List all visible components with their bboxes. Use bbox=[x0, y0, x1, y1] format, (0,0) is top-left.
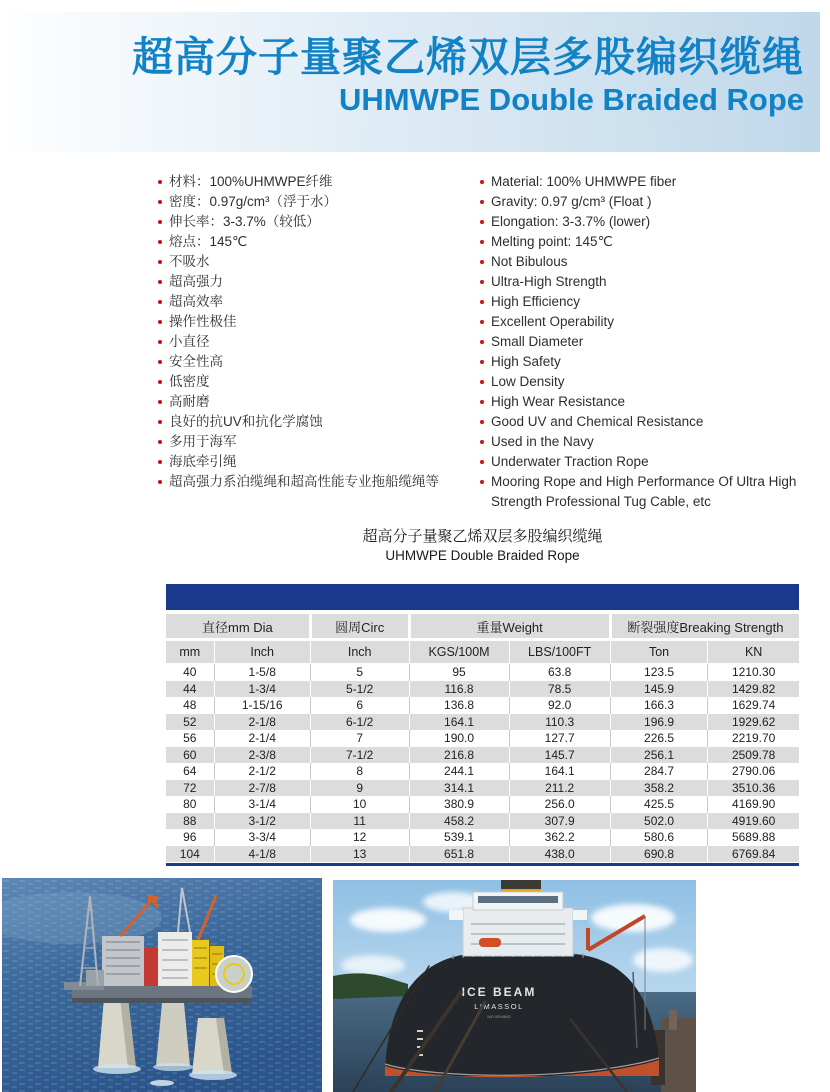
table-cell: 95 bbox=[409, 664, 509, 681]
table-cell: 438.0 bbox=[509, 846, 610, 863]
table-cell: 8 bbox=[310, 763, 409, 780]
header-banner bbox=[10, 12, 820, 152]
table-cell: 2-3/8 bbox=[214, 747, 310, 764]
table-column-header: Ton bbox=[610, 640, 707, 664]
table-cell: 307.9 bbox=[509, 813, 610, 830]
ship-port-text: LIMASSOL bbox=[474, 1002, 524, 1011]
feature-item-en: Not Bibulous bbox=[480, 252, 826, 272]
ship-stern-illustration bbox=[333, 880, 696, 1092]
table-column-header: Inch bbox=[214, 640, 310, 664]
table-cell: 196.9 bbox=[610, 714, 707, 731]
table-cell: 6769.84 bbox=[708, 846, 799, 863]
table-cell: 1-5/8 bbox=[214, 664, 310, 681]
feature-item-en: Gravity: 0.97 g/cm³ (Float ) bbox=[480, 192, 826, 212]
feature-item-zh: 伸长率：3-3.7%（较低） bbox=[158, 212, 480, 232]
feature-item-en: Melting point: 145℃ bbox=[480, 232, 826, 252]
feature-item-en: High Efficiency bbox=[480, 292, 826, 312]
table-caption-en: UHMWPE Double Braided Rope bbox=[385, 548, 580, 563]
table-cell: 226.5 bbox=[610, 730, 707, 747]
table-column-header: KGS/100M bbox=[409, 640, 509, 664]
feature-item-en: Small Diameter bbox=[480, 332, 826, 352]
feature-item-en: Elongation: 3-3.7% (lower) bbox=[480, 212, 826, 232]
feature-item-zh: 密度：0.97g/cm³（浮于水） bbox=[158, 192, 480, 212]
table-cell: 145.7 bbox=[509, 747, 610, 764]
photo-ship-stern bbox=[333, 880, 696, 1092]
feature-item-en: Used in the Navy bbox=[480, 432, 826, 452]
table-cell: 7-1/2 bbox=[310, 747, 409, 764]
table-column-header: KN bbox=[708, 640, 799, 664]
table-cell: 72 bbox=[183, 780, 197, 795]
table-row bbox=[166, 813, 799, 830]
table-cell: 110.3 bbox=[509, 714, 610, 731]
table-row bbox=[166, 780, 799, 797]
table-top-bar bbox=[166, 584, 799, 610]
table-group-header-row bbox=[166, 614, 799, 640]
table-cell: 1210.30 bbox=[708, 664, 799, 681]
table-cell: 2219.70 bbox=[708, 730, 799, 747]
table-cell: 96 bbox=[183, 830, 197, 845]
spec-table bbox=[166, 614, 799, 862]
table-cell: 3-1/2 bbox=[214, 813, 310, 830]
table-row bbox=[166, 730, 799, 747]
table-column-header: LBS/100FT bbox=[509, 640, 610, 664]
table-cell: 190.0 bbox=[409, 730, 509, 747]
table-column-header: Inch bbox=[310, 640, 409, 664]
table-cell: 80 bbox=[183, 797, 197, 812]
feature-item-zh: 安全性高 bbox=[158, 352, 480, 372]
table-cell: 2509.78 bbox=[708, 747, 799, 764]
table-row bbox=[166, 747, 799, 764]
table-cell: 164.1 bbox=[409, 714, 509, 731]
table-cell: 4919.60 bbox=[708, 813, 799, 830]
table-cell: 166.3 bbox=[610, 697, 707, 714]
table-cell: 358.2 bbox=[610, 780, 707, 797]
feature-item-zh: 熔点：145℃ bbox=[158, 232, 480, 252]
table-cell: 63.8 bbox=[509, 664, 610, 681]
table-column-header: mm bbox=[166, 640, 214, 664]
table-cell: 4169.90 bbox=[708, 796, 799, 813]
table-cell: 92.0 bbox=[509, 697, 610, 714]
table-cell: 1629.74 bbox=[708, 697, 799, 714]
feature-item-zh: 不吸水 bbox=[158, 252, 480, 272]
feature-item-en: Excellent Operability bbox=[480, 312, 826, 332]
feature-item-zh: 材料：100%UHMWPE纤维 bbox=[158, 172, 480, 192]
table-cell: 651.8 bbox=[409, 846, 509, 863]
table-cell: 3-3/4 bbox=[214, 829, 310, 846]
feature-item-en: High Safety bbox=[480, 352, 826, 372]
feature-item-en: Mooring Rope and High Performance Of Ultra High Strength Professional Tug Cable, etc bbox=[480, 472, 826, 512]
offshore-platform-illustration bbox=[2, 878, 322, 1092]
table-caption bbox=[166, 527, 799, 565]
feature-item-zh: 低密度 bbox=[158, 372, 480, 392]
table-cell: 11 bbox=[310, 813, 409, 830]
feature-item-zh: 多用于海军 bbox=[158, 432, 480, 452]
table-cell: 284.7 bbox=[610, 763, 707, 780]
table-row bbox=[166, 697, 799, 714]
table-cell: 380.9 bbox=[409, 796, 509, 813]
ship-name-text: ICE BEAM bbox=[461, 985, 537, 999]
table-cell: 216.8 bbox=[409, 747, 509, 764]
feature-item-en: Ultra-High Strength bbox=[480, 272, 826, 292]
table-cell: 6 bbox=[310, 697, 409, 714]
table-row bbox=[166, 796, 799, 813]
table-cell: 5689.88 bbox=[708, 829, 799, 846]
table-cell: 56 bbox=[183, 731, 197, 746]
table-cell: 1-15/16 bbox=[214, 697, 310, 714]
table-cell: 136.8 bbox=[409, 697, 509, 714]
table-cell: 2-1/4 bbox=[214, 730, 310, 747]
table-cell: 425.5 bbox=[610, 796, 707, 813]
page-title-en: UHMWPE Double Braided Rope bbox=[338, 82, 804, 117]
features-list-en bbox=[480, 172, 826, 512]
table-cell: 145.9 bbox=[610, 681, 707, 698]
table-cell: 256.1 bbox=[610, 747, 707, 764]
feature-item-zh: 高耐磨 bbox=[158, 392, 480, 412]
feature-item-zh: 超高强力系泊缆绳和超高性能专业拖船缆绳等 bbox=[158, 472, 480, 492]
table-row bbox=[166, 714, 799, 731]
table-cell: 13 bbox=[310, 846, 409, 863]
table-row bbox=[166, 664, 799, 681]
table-cell: 1429.82 bbox=[708, 681, 799, 698]
table-cell: 9 bbox=[310, 780, 409, 797]
table-cell: 60 bbox=[183, 747, 197, 762]
table-group-header: 圆周Circ bbox=[310, 614, 409, 640]
table-row bbox=[166, 763, 799, 780]
table-caption-zh: 超高分子量聚乙烯双层多股编织缆绳 bbox=[362, 528, 603, 545]
table-cell: 539.1 bbox=[409, 829, 509, 846]
table-cell: 52 bbox=[183, 714, 197, 729]
page-title-zh: 超高分子量聚乙烯双层多股编织缆绳 bbox=[132, 34, 804, 80]
platform-helipad bbox=[216, 956, 252, 992]
table-cell: 244.1 bbox=[409, 763, 509, 780]
table-row bbox=[166, 681, 799, 698]
table-cell: 4-1/8 bbox=[214, 846, 310, 863]
lifeboat bbox=[479, 938, 501, 947]
table-cell: 164.1 bbox=[509, 763, 610, 780]
table-cell: 12 bbox=[310, 829, 409, 846]
table-cell: 2790.06 bbox=[708, 763, 799, 780]
table-cell: 6-1/2 bbox=[310, 714, 409, 731]
table-cell: 88 bbox=[183, 813, 197, 828]
feature-item-en: Material: 100% UHMWPE fiber bbox=[480, 172, 826, 192]
table-cell: 458.2 bbox=[409, 813, 509, 830]
table-cell: 123.5 bbox=[610, 664, 707, 681]
table-cell: 78.5 bbox=[509, 681, 610, 698]
spec-table-section bbox=[166, 584, 799, 866]
feature-item-zh: 超高强力 bbox=[158, 272, 480, 292]
table-cell: 3-1/4 bbox=[214, 796, 310, 813]
feature-item-en: High Wear Resistance bbox=[480, 392, 826, 412]
table-cell: 2-1/2 bbox=[214, 763, 310, 780]
feature-item-zh: 操作性极佳 bbox=[158, 312, 480, 332]
feature-item-en: Underwater Traction Rope bbox=[480, 452, 826, 472]
table-column-header-row bbox=[166, 640, 799, 664]
table-cell: 5-1/2 bbox=[310, 681, 409, 698]
table-cell: 10 bbox=[310, 796, 409, 813]
table-cell: 1929.62 bbox=[708, 714, 799, 731]
feature-item-zh: 海底牵引绳 bbox=[158, 452, 480, 472]
table-cell: 7 bbox=[310, 730, 409, 747]
table-cell: 211.2 bbox=[509, 780, 610, 797]
table-cell: 580.6 bbox=[610, 829, 707, 846]
feature-item-zh: 良好的抗UV和抗化学腐蚀 bbox=[158, 412, 480, 432]
table-cell: 104 bbox=[179, 846, 200, 861]
table-cell: 2-7/8 bbox=[214, 780, 310, 797]
table-group-header: 断裂强度Breaking Strength bbox=[610, 614, 799, 640]
table-cell: 1-3/4 bbox=[214, 681, 310, 698]
table-cell: 256.0 bbox=[509, 796, 610, 813]
features-list-zh bbox=[158, 172, 480, 512]
table-group-header: 重量Weight bbox=[409, 614, 610, 640]
table-cell: 314.1 bbox=[409, 780, 509, 797]
table-cell: 2-1/8 bbox=[214, 714, 310, 731]
table-cell: 40 bbox=[183, 665, 197, 680]
features-section bbox=[158, 172, 826, 512]
table-cell: 44 bbox=[183, 681, 197, 696]
table-cell: 127.7 bbox=[509, 730, 610, 747]
table-row bbox=[166, 829, 799, 846]
table-cell: 502.0 bbox=[610, 813, 707, 830]
table-group-header: 直径mm Dia bbox=[166, 614, 310, 640]
feature-item-en: Low Density bbox=[480, 372, 826, 392]
table-bottom-bar bbox=[166, 863, 799, 866]
table-row bbox=[166, 846, 799, 863]
table-cell: 362.2 bbox=[509, 829, 610, 846]
ship-reg-text: MO 9294840 bbox=[487, 1014, 511, 1019]
feature-item-zh: 小直径 bbox=[158, 332, 480, 352]
photo-offshore-platform bbox=[2, 878, 322, 1092]
table-cell: 5 bbox=[310, 664, 409, 681]
table-cell: 48 bbox=[183, 698, 197, 713]
feature-item-zh: 超高效率 bbox=[158, 292, 480, 312]
feature-item-en: Good UV and Chemical Resistance bbox=[480, 412, 826, 432]
table-cell: 64 bbox=[183, 764, 197, 779]
table-cell: 3510.36 bbox=[708, 780, 799, 797]
table-cell: 116.8 bbox=[409, 681, 509, 698]
table-cell: 690.8 bbox=[610, 846, 707, 863]
